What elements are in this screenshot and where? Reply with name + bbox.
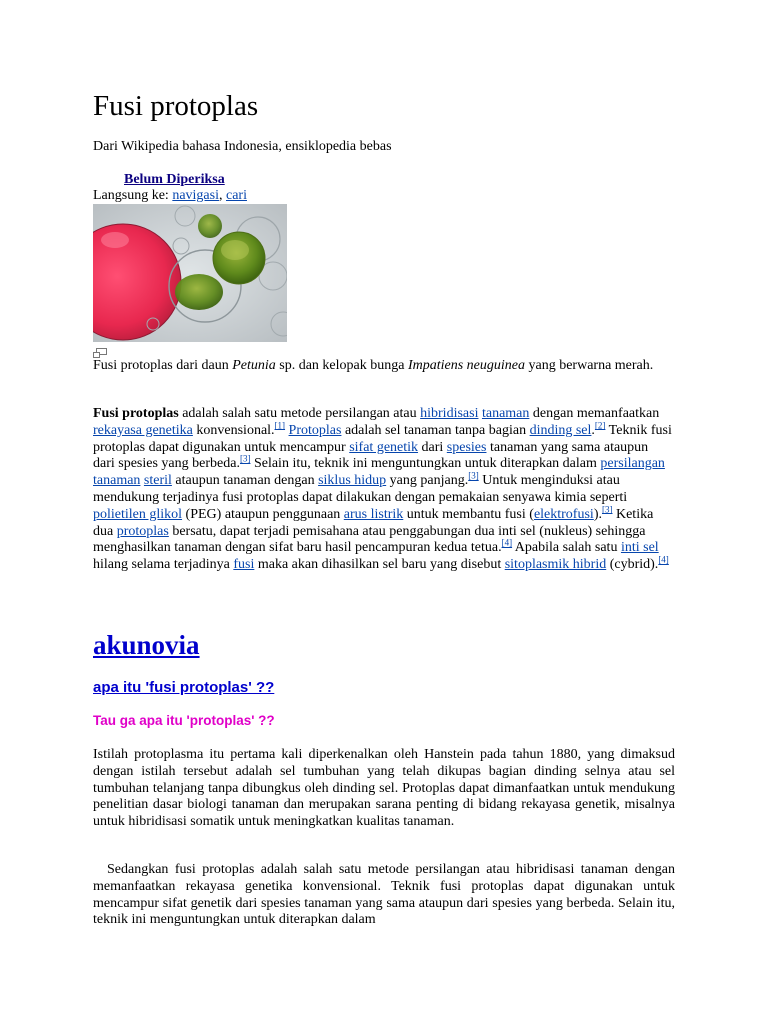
link-hibridisasi[interactable]: hibridisasi [420, 406, 479, 421]
enlarge-icon[interactable] [93, 345, 107, 355]
lead-text: adalah sel tanaman tanpa bagian [341, 422, 530, 438]
link-protoplas[interactable]: protoplas [116, 523, 169, 539]
page-subtitle: Dari Wikipedia bahasa Indonesia, ensiklopedia bebas [93, 139, 392, 154]
lead-text: yang panjang. [386, 473, 469, 489]
link-steril[interactable]: steril [143, 473, 172, 489]
lead-text: tanaman yang sama ataupun dari spesies yang berbeda. [93, 439, 649, 472]
ref-link[interactable]: [4] [501, 537, 513, 548]
ref-link[interactable]: [3] [468, 470, 479, 481]
lead-text: maka akan dihasilkan sel baru yang disebut [254, 557, 505, 573]
image-caption [93, 357, 675, 374]
lead-text: Untuk menginduksi atau mendukung terjadinya fusi protoplas dapat dilakukan dengan pemakaian senyawa kimia seperti [93, 473, 628, 505]
link-rekayasa-genetika[interactable]: rekayasa genetika [93, 422, 193, 438]
lead-text: Selain itu, teknik ini menguntungkan untuk diterapkan dalam [250, 456, 601, 472]
lead-text: . [591, 422, 595, 438]
unchecked-link[interactable]: Belum Diperiksa [124, 172, 225, 187]
post-title-link[interactable]: apa itu 'fusi protoplas' ?? [93, 679, 275, 696]
caption-species-impatiens: Impatiens neuguinea [407, 358, 525, 373]
lead-paragraph [93, 406, 673, 574]
link-dinding-sel[interactable]: dinding sel [529, 422, 592, 438]
lead-text: ataupun tanaman dengan [171, 473, 319, 489]
lead-text: dengan memanfaatkan [529, 406, 660, 421]
jump-separator: , [218, 188, 226, 203]
post-paragraph-2: Sedangkan fusi protoplas adalah salah satu metode persilangan atau hibridisasi tanaman dengan memanfaatkan rekayasa genetika konvensional. Teknik fusi protoplas dapat digunakan untuk mencampur sifat genetik dari spesies tanaman yang sama ataupun dari spesies yang berbeda. Selain itu, teknik ini menguntungkan untuk diterapkan dalam [93, 862, 675, 928]
caption-text: Fusi protoplas dari daun [93, 358, 233, 373]
ref-link[interactable]: [1] [274, 420, 286, 431]
blog-title [93, 628, 200, 662]
link-tanaman[interactable]: tanaman [481, 406, 530, 421]
lead-text: hilang selama terjadinya [93, 557, 234, 573]
link-protoplas[interactable]: Protoplas [288, 422, 342, 438]
lead-text: bersatu, dapat terjadi pemisahana atau penggabungan dua inti sel (nukleus) sehingga menghasilkan tanaman dengan sifat baru hasil pencampuran kedua tetua. [93, 523, 646, 556]
lead-text: untuk membantu fusi ( [403, 506, 534, 522]
post-title [93, 678, 274, 698]
lead-text: ). [593, 506, 602, 522]
lead-text: Ketika dua [93, 506, 654, 539]
lead-text: Teknik fusi protoplas dapat digunakan untuk mencampur [93, 422, 672, 455]
link-fusi[interactable]: fusi [233, 557, 255, 573]
link-persilangan-tanaman[interactable]: persilangan tanaman [93, 456, 665, 489]
protoplast-micrograph-image[interactable] [93, 204, 287, 342]
lead-text: adalah salah satu metode persilangan atau [178, 406, 421, 421]
lead-text: Apabila salah satu [512, 540, 621, 556]
post-subheading: Tau ga apa itu 'protoplas' ?? [93, 713, 275, 728]
lead-text: (PEG) ataupun penggunaan [182, 506, 344, 522]
lead-text: (cybrid). [606, 557, 659, 573]
lead-text: konvensional. [192, 422, 275, 438]
ref-link[interactable]: [4] [658, 554, 669, 565]
link-sitoplasmik-hibrid[interactable]: sitoplasmik hibrid [504, 557, 607, 573]
caption-text: yang berwarna merah. [525, 358, 654, 373]
link-polietilen-glikol[interactable]: polietilen glikol [93, 506, 183, 522]
jump-to-links [93, 187, 247, 205]
link-sifat-genetik[interactable]: sifat genetik [349, 439, 419, 455]
link-spesies[interactable]: spesies [446, 439, 487, 455]
lead-term: Fusi protoplas [93, 406, 179, 421]
link-inti-sel[interactable]: inti sel [620, 540, 659, 556]
lead-text: dari [418, 439, 447, 455]
ref-link[interactable]: [3] [601, 504, 613, 515]
search-link[interactable]: cari [225, 188, 247, 203]
link-siklus-hidup[interactable]: siklus hidup [318, 473, 387, 489]
caption-species-petunia: Petunia [232, 358, 276, 373]
post-paragraph-1: Istilah protoplasma itu pertama kali diperkenalkan oleh Hanstein pada tahun 1880, yang dimaksud dengan istilah tersebut adalah sel tumbuhan yang telah dikupas bagian dinding selnya atau sel tumbuhan telanjang tanpa dibungkus oleh dinding sel. Protoplas dapat dimanfaatkan untuk mendukung penelitian dasar biologi tanaman dan merupakan sarana penting di bidang rekayasa genetik, misalnya untuk hibridisasi somatik untuk meningkatkan kualitas tanaman. [93, 747, 675, 830]
ref-link[interactable]: [2] [594, 420, 606, 431]
nav-link[interactable]: navigasi [172, 188, 219, 203]
ref-link[interactable]: [3] [239, 453, 251, 464]
link-elektrofusi[interactable]: elektrofusi [533, 506, 594, 522]
page-title: Fusi protoplas [93, 90, 259, 122]
caption-text: sp. dan kelopak bunga [275, 358, 408, 373]
blog-title-link[interactable]: akunovia [93, 630, 200, 660]
jump-prefix: Langsung ke: [93, 188, 173, 203]
link-arus-listrik[interactable]: arus listrik [343, 506, 404, 522]
